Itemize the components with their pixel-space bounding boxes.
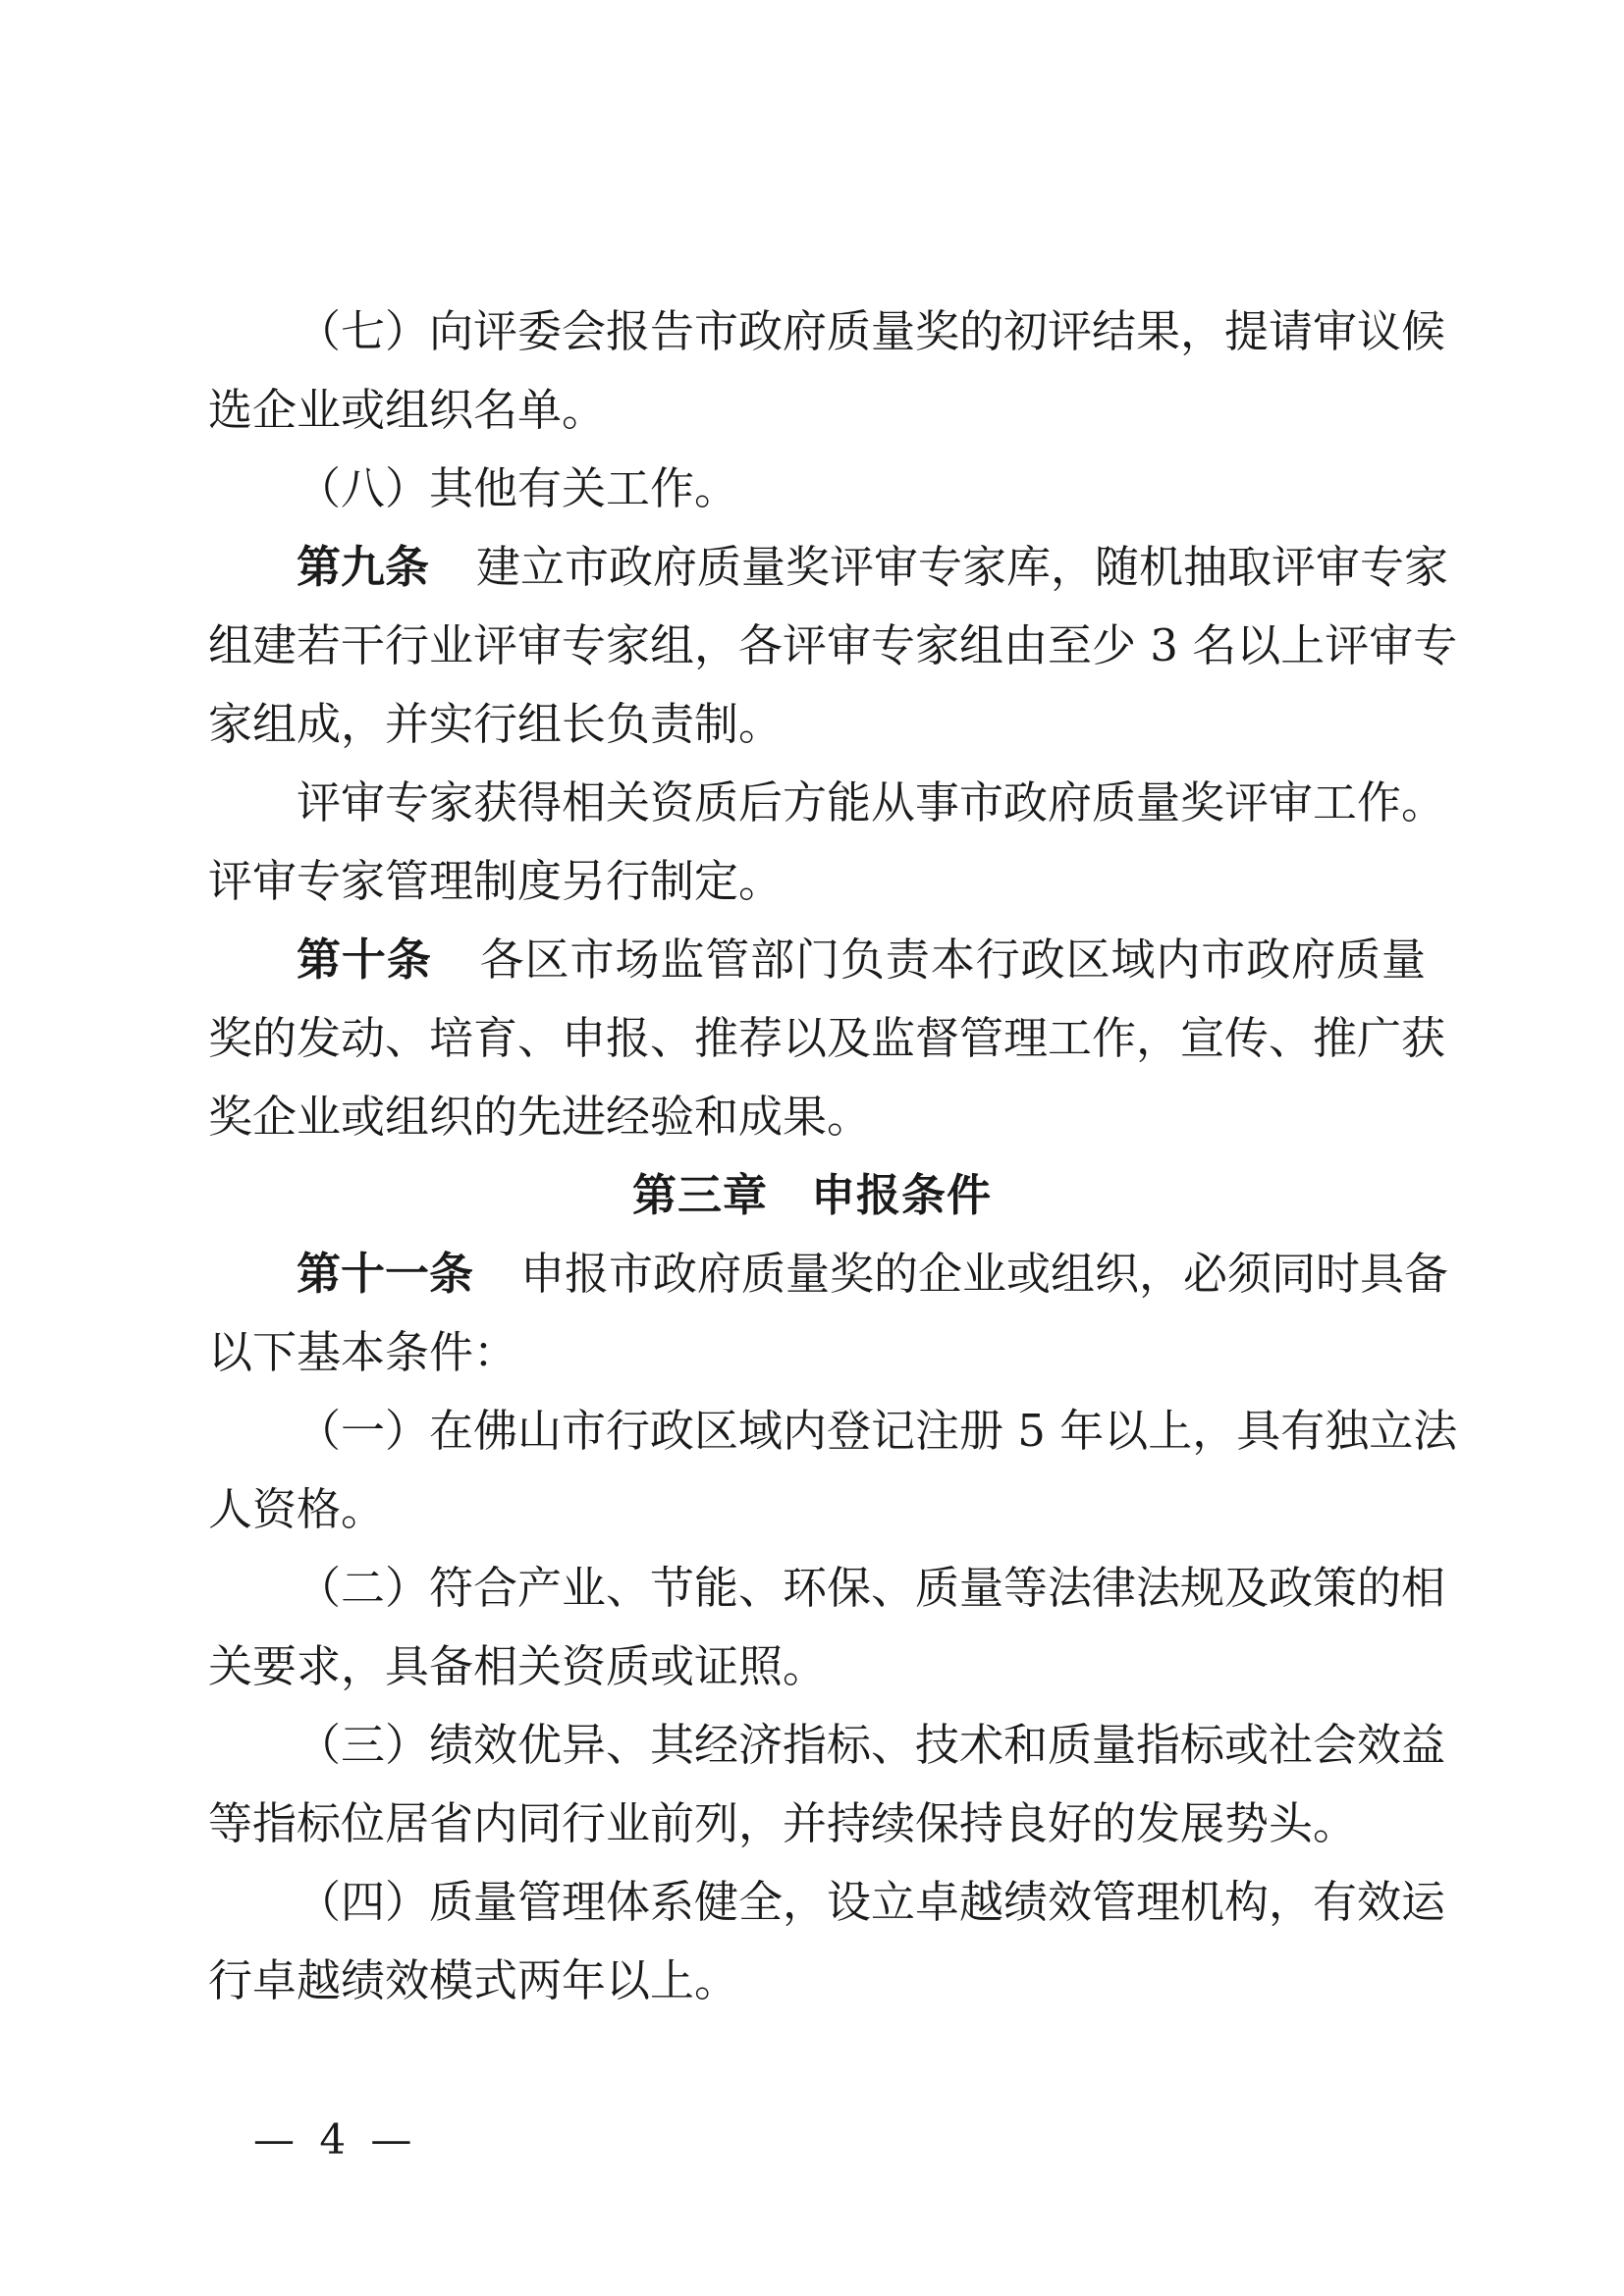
article-10-line-3: 奖企业或组织的先进经验和成果。 <box>208 1091 872 1143</box>
article-10-line-1 <box>297 931 1426 989</box>
condition-4-line-1: （四）质量管理体系健全，设立卓越绩效管理机构，有效运 <box>297 1876 1446 1928</box>
article-10-line-2: 奖的发动、培育、申报、推荐以及监督管理工作，宣传、推广获 <box>208 1012 1446 1064</box>
condition-1-line-1: （一）在佛山市行政区域内登记注册 5 年以上，具有独立法 <box>297 1405 1458 1457</box>
chapter-title: 申报条件 <box>811 1169 993 1221</box>
condition-2-line-1: （二）符合产业、节能、环保、质量等法律法规及政策的相 <box>297 1562 1446 1614</box>
article-11-text: 申报市政府质量奖的企业或组织，必须同时具备 <box>520 1248 1449 1300</box>
condition-3-line-1: （三）绩效优异、其经济指标、技术和质量指标或社会效益 <box>297 1719 1446 1771</box>
condition-1-line-2: 人资格。 <box>208 1483 386 1535</box>
condition-3-line-2: 等指标位居省内同行业前列，并持续保持良好的发展势头。 <box>208 1797 1358 1849</box>
condition-4-line-2: 行卓越绩效模式两年以上。 <box>208 1954 739 2006</box>
item-7-line-2: 选企业或组织名单。 <box>208 384 607 436</box>
item-8: （八）其他有关工作。 <box>297 462 739 514</box>
article-9-line-3: 家组成，并实行组长负责制。 <box>208 698 784 750</box>
article-10-label: 第十条 <box>297 934 432 986</box>
article-11-line-2: 以下基本条件： <box>208 1326 518 1378</box>
article-9-line-1 <box>297 538 1449 597</box>
chapter-number: 第三章 <box>631 1169 768 1221</box>
article-9-text: 建立市政府质量奖评审专家库，随机抽取评审专家 <box>476 541 1449 593</box>
article-9-line-2: 组建若干行业评审专家组，各评审专家组由至少 3 名以上评审专 <box>208 619 1458 671</box>
article-11-label: 第十一条 <box>297 1248 474 1300</box>
article-11-line-1 <box>297 1245 1449 1304</box>
item-7-line-1: （七）向评委会报告市政府质量奖的初评结果，提请审议候 <box>297 305 1446 357</box>
chapter-heading <box>0 1166 1624 1225</box>
article-9-para-2-line-1: 评审专家获得相关资质后方能从事市政府质量奖评审工作。 <box>297 776 1446 828</box>
article-9-label: 第九条 <box>297 541 430 593</box>
article-9-para-2-line-2: 评审专家管理制度另行制定。 <box>208 855 784 907</box>
condition-2-line-2: 关要求，具备相关资质或证照。 <box>208 1640 828 1692</box>
page-number: — 4 — <box>253 2115 418 2163</box>
article-10-text: 各区市场监管部门负责本行政区域内市政府质量 <box>478 934 1426 986</box>
